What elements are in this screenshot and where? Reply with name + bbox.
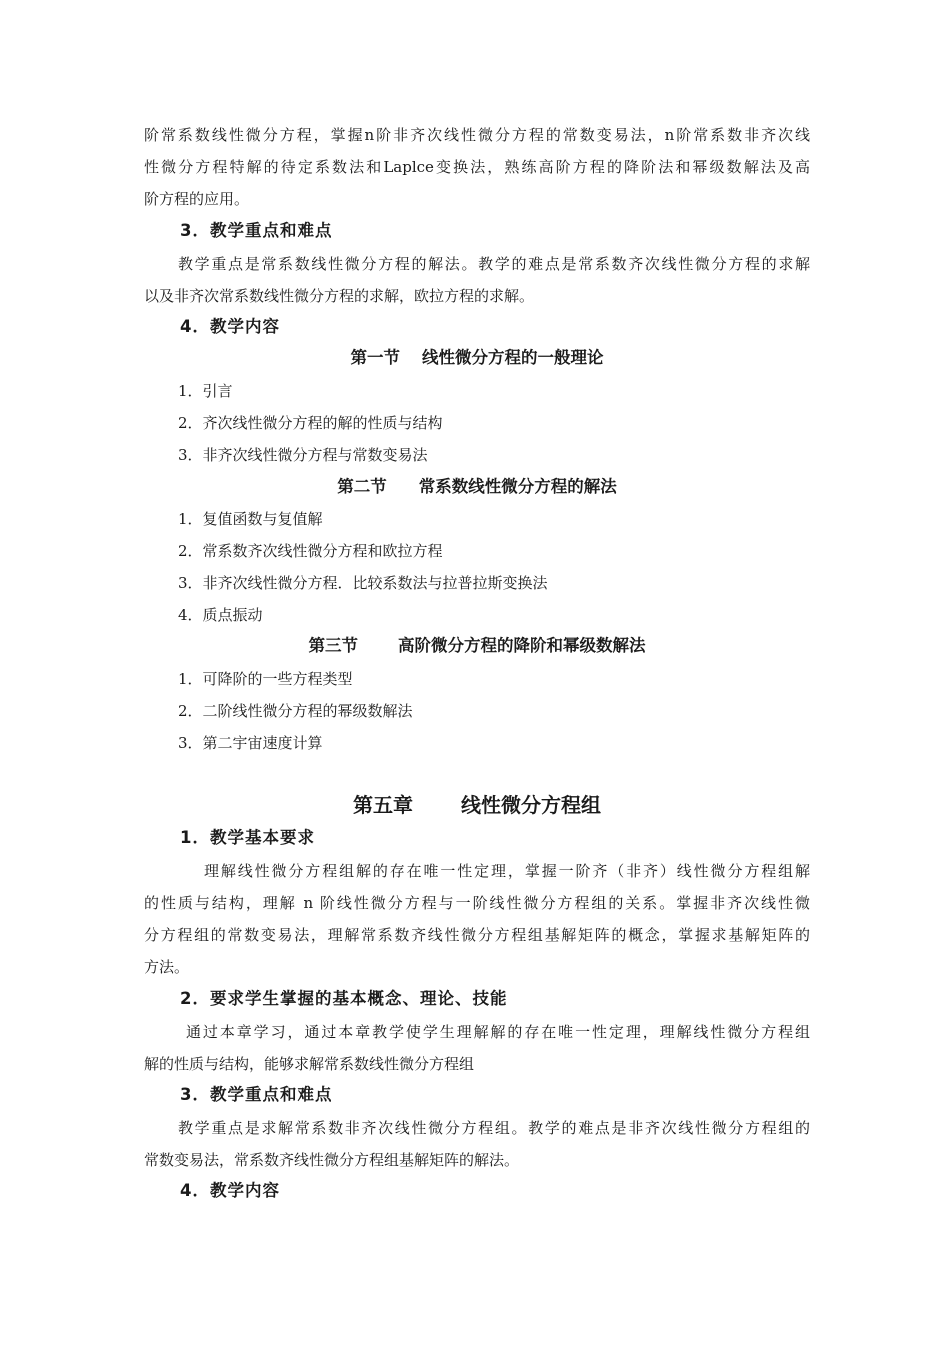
ch5-heading-skills: 2．要求学生掌握的基本概念、理论、技能	[180, 989, 508, 1008]
ch5-heading-key-points: 3．教学重点和难点	[180, 1085, 333, 1104]
section-3-item-3: 3．第二宇宙速度计算	[178, 734, 323, 752]
section-1-item-1: 1．引言	[178, 382, 233, 400]
section-3-number: 第三节	[308, 636, 358, 655]
intro-line-3: 阶方程的应用。	[144, 190, 250, 208]
ch4-key-line-2: 以及非齐次常系数线性微分方程的求解，欧拉方程的求解。	[144, 287, 535, 305]
section-3-item-1: 1．可降阶的一些方程类型	[178, 670, 353, 688]
ch4-heading-content: 4．教学内容	[180, 317, 280, 336]
ch5-req-line-1: 理解线性微分方程组解的存在唯一性定理，掌握一阶齐（非齐）线性微分方程组解	[204, 862, 810, 880]
section-2-item-3: 3．非齐次线性微分方程．比较系数法与拉普拉斯变换法	[178, 574, 548, 592]
ch5-req-line-4: 方法。	[144, 958, 190, 976]
ch5-heading-requirements: 1．教学基本要求	[180, 828, 315, 847]
chapter-5-heading	[144, 788, 810, 822]
section-3-title: 高阶微分方程的降阶和幂级数解法	[398, 636, 646, 655]
ch5-heading-content: 4．教学内容	[180, 1181, 280, 1200]
section-1-heading	[144, 343, 810, 373]
ch4-key-line-1: 教学重点是常系数线性微分方程的解法。教学的难点是常系数齐次线性微分方程的求解	[178, 255, 810, 273]
section-2-item-2: 2．常系数齐次线性微分方程和欧拉方程	[178, 542, 443, 560]
section-1-number: 第一节	[350, 348, 400, 367]
section-2-item-1: 1．复值函数与复值解	[178, 510, 323, 528]
section-2-item-4: 4．质点振动	[178, 606, 263, 624]
section-2-heading	[144, 472, 810, 502]
ch5-skill-line-2: 解的性质与结构，能够求解常系数线性微分方程组	[144, 1055, 475, 1073]
ch5-key-line-2: 常数变易法，常系数齐线性微分方程组基解矩阵的解法。	[144, 1151, 520, 1169]
section-2-title: 常系数线性微分方程的解法	[418, 477, 617, 496]
chapter-5-title: 线性微分方程组	[461, 793, 601, 817]
intro-line-1: 阶常系数线性微分方程，掌握n阶非齐次线性微分方程的常数变易法，n阶常系数非齐次线	[144, 126, 810, 144]
section-1-item-3: 3．非齐次线性微分方程与常数变易法	[178, 446, 428, 464]
ch5-key-line-1: 教学重点是求解常系数非齐次线性微分方程组。教学的难点是非齐次线性微分方程组的	[178, 1119, 810, 1137]
section-1-item-2: 2．齐次线性微分方程的解的性质与结构	[178, 414, 443, 432]
intro-line-2: 性微分方程特解的待定系数法和Laplce变换法，熟练高阶方程的降阶法和幂级数解法及高	[144, 158, 810, 176]
section-2-number: 第二节	[337, 477, 387, 496]
ch5-req-line-2: 的性质与结构，理解 n 阶线性微分方程与一阶线性微分方程组的关系。掌握非齐次线性微	[144, 894, 810, 912]
ch5-req-line-3: 分方程组的常数变易法，理解常系数齐线性微分方程组基解矩阵的概念，掌握求基解矩阵的	[144, 926, 810, 944]
chapter-5-number: 第五章	[353, 793, 413, 817]
ch5-skill-line-1: 通过本章学习，通过本章教学使学生理解解的存在唯一性定理，理解线性微分方程组	[186, 1023, 810, 1041]
section-1-title: 线性微分方程的一般理论	[422, 348, 604, 367]
ch4-heading-key-points: 3．教学重点和难点	[180, 221, 333, 240]
section-3-item-2: 2．二阶线性微分方程的幂级数解法	[178, 702, 413, 720]
section-3-heading	[144, 631, 810, 661]
